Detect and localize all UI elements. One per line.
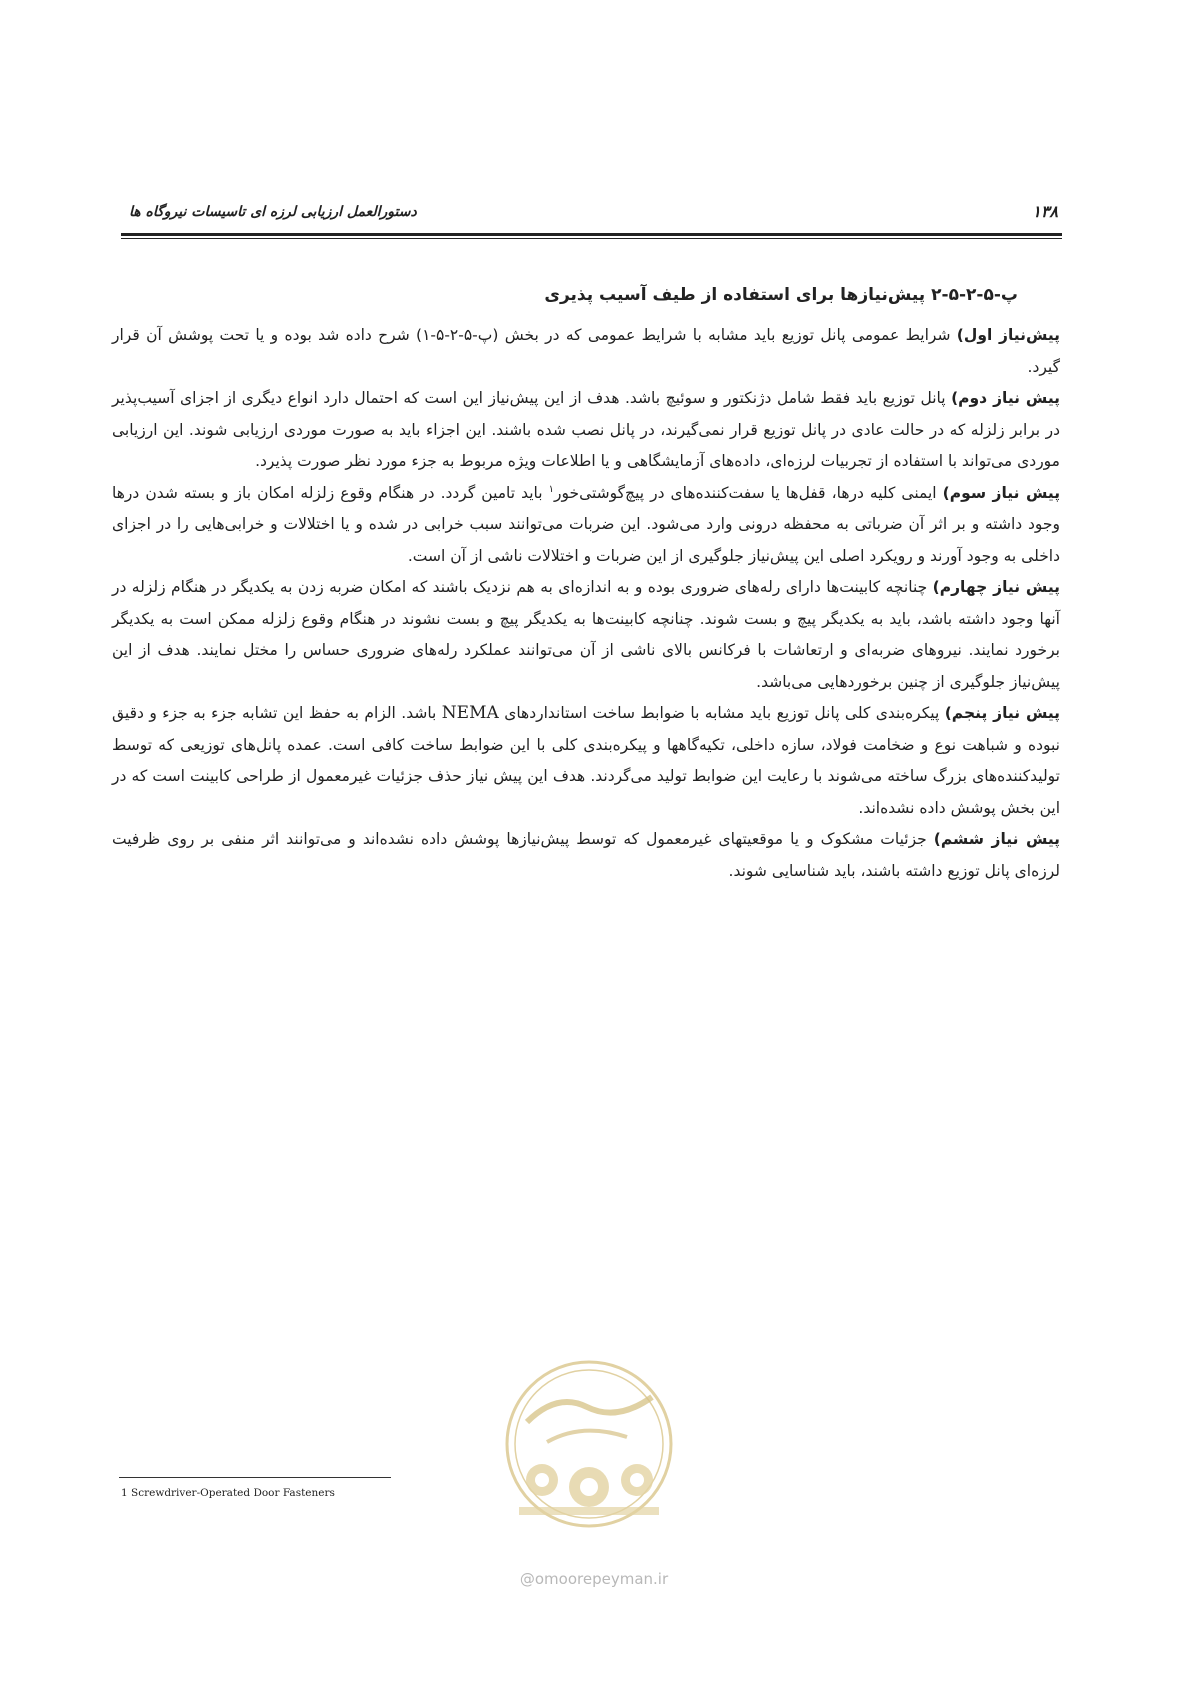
header-rule-thick (121, 233, 1062, 236)
header-rule-thin (121, 238, 1062, 239)
paragraph-text: باشد. الزام به حفظ این تشابه جزء به جزء و دقیق نبوده و شباهت نوع و ضخامت فولاد، سازه داخلی، تکیه‌گاهها و پیکره‌بندی کلی با این ضوابط ساخت کافی است. عمده پانل‌های توزیعی که توسط تولیدکننده‌های بزرگ ساخته می‌شوند با رعایت این ضوابط تولید می‌گردند. هدف این پیش نیاز حذف جزئیات غیرمعمول از طراحی کابینت است که در این بخش پوشش داده نشده‌اند. (112, 704, 1060, 817)
paragraph-prerequisite-4 (112, 572, 1060, 698)
paragraph-text: چنانچه کابینت‌ها دارای رله‌های ضروری بوده و به اندازه‌ای به هم نزدیک باشند که امکان ضربه زدن به یکدیگر در هنگام زلزله در آنها وجود داشته باشد، باید به یکدیگر پیچ و بست شوند. چنانچه کابینت‌ها به یکدیگر پیچ و بست نشوند در هنگام وقوع زلزله ممکن است به یکدیگر برخورد نمایند. نیروهای ضربه‌ای و ارتعاشات با فرکانس بالای ناشی از آن می‌توانند عملکرد رله‌های ضروری حساس را مختل نمایند. هدف از این پیش‌نیاز جلوگیری از چنین برخوردهایی می‌باشد. (112, 578, 1060, 691)
paragraph-lead: پیش نیاز چهارم) (932, 578, 1060, 596)
paragraph-lead: پیش نیاز دوم) (951, 389, 1060, 407)
paragraph-text: باید تامین گردد. در هنگام وقوع زلزله امکان باز و بسته شدن درها وجود داشته و بر اثر آن ضرباتی به محفظه درونی وارد می‌شود. این ضربات می‌توانند سبب خرابی در شده و یا اختلالات و خرابی‌هایی را در اجزای داخلی به وجود آورند و رویکرد اصلی این پیش‌نیاز جلوگیری از این ضربات و اختلالات ناشی از آن است. (112, 483, 1060, 565)
running-title: دستورالعمل ارزیابی لرزه ای تاسیسات نیروگاه ها (129, 204, 417, 220)
watermark-url: @omoorepeyman.ir (519, 1570, 669, 1588)
document-body (112, 280, 1060, 887)
paragraph-prerequisite-3 (112, 478, 1060, 573)
paragraph-text: پیکره‌بندی کلی پانل توزیع باید مشابه با ضوابط ساخت استانداردهای (498, 704, 945, 722)
latin-term: NEMA (441, 703, 499, 723)
paragraph-text: شرایط عمومی پانل توزیع باید مشابه با شرایط عمومی که در بخش (پ-۵-۲-۵-۱) شرح داده شد بوده و یا تحت پوشش آن قرار گیرد. (112, 326, 1060, 376)
paragraph-prerequisite-6 (112, 824, 1060, 887)
page-number: ۱۳۸ (1032, 202, 1058, 221)
paragraph-text: جزئیات مشکوک و یا موقعیتهای غیرمعمول که توسط پیش‌نیازها پوشش داده نشده‌اند و می‌توانند اثر منفی بر روی ظرفیت لرزه‌ای پانل توزیع داشته باشند، باید شناسایی شوند. (112, 830, 1060, 880)
paragraph-lead: پیش نیاز ششم) (933, 830, 1061, 848)
paragraph-prerequisite-5 (112, 698, 1060, 824)
page-header (121, 200, 1062, 230)
paragraph-lead: پیش‌نیاز اول) (956, 326, 1060, 344)
paragraph-lead: پیش نیاز سوم) (942, 483, 1061, 502)
paragraph-text: ایمنی کلیه درها، قفل‌ها یا سفت‌کننده‌های در پیچ‌گوشتی‌خور (554, 483, 943, 502)
paragraph-prerequisite-2 (112, 383, 1060, 478)
footnote: 1 Screwdriver-Operated Door Fasteners (121, 1487, 335, 1499)
footnote-rule (119, 1477, 391, 1478)
watermark-logo (487, 1352, 692, 1537)
paragraph-lead: پیش نیاز پنجم) (944, 704, 1060, 722)
footnote-reference: ۱ (548, 483, 555, 495)
section-heading: پ-۵-۲-۵-۲ پیش‌نیازها برای استفاده از طیف آسیب پذیری (544, 285, 1018, 305)
paragraph-prerequisite-1 (112, 320, 1060, 383)
seal-icon (487, 1352, 692, 1537)
paragraph-text: پانل توزیع باید فقط شامل دژنکتور و سوئیچ باشد. هدف از این پیش‌نیاز این است که احتمال دارد انواع دیگری از اجزای آسیب‌پذیر در برابر زلزله که در حالت عادی در پانل توزیع قرار نمی‌گیرند، در پانل نصب شده باشند. این اجزاء باید به صورت موردی ارزیابی شوند. این ارزیابی موردی می‌تواند با استفاده از تجربیات لرزه‌ای، داده‌های آزمایشگاهی و یا اطلاعات ویژه مربوط به جزء مورد نظر صورت پذیرد. (112, 389, 1060, 470)
